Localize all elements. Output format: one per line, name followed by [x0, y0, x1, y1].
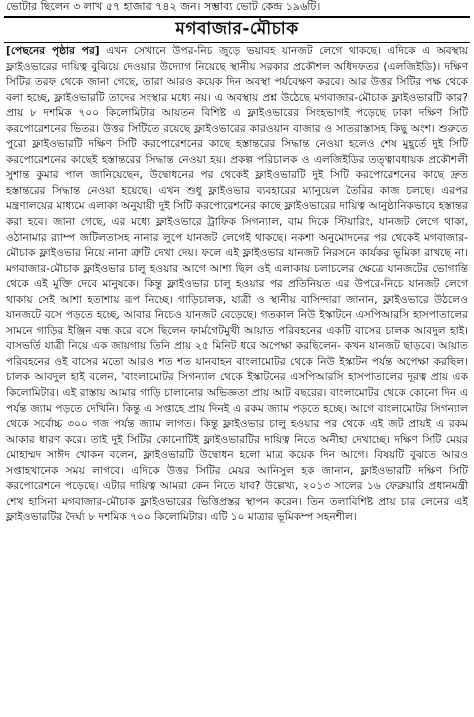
article-body-text: এখন সেখানে উপর-নিচ জুড়ে ভয়াবহ যানজট লেগে থাকছে। এদিকে এ অবস্থায় ফ্লাইওভারের দায়িত্ব বুঝিয়ে দেওয়ার উদ্যোগ নিয়েছে স্থানীয় সরকার প্রকৌশল অধিদফতর (এলজিইডি)। দক্ষিণ সিটির তরফ থেকে জানা গেছে, তারা আরও কয়েক দিন অবস্থা পর্যবেক্ষণ করবে। আর উত্তর সিটির পক্ষ থেকে বলা হচ্ছে, ফ্লাইওভারটি তাদের সংস্থার মধ্যে নয়। এ অবস্থায় প্রশ্ন উঠেছে মগবাজার-মৌচাক ফ্লাইওভারটি কার? প্রায় ৮ দশমিক ৭০০ কিলোমিটার আয়তন বিশিষ্ট এ ফ্লাইওভারের সিংহভাগই পড়েছে ঢাকা দক্ষিণ সিটি করপোরেশনের ভিতর। উত্তর সিটিতে রয়েছে ফ্লাইওভারের কারওয়ান বাজার ও সাতরাস্তাসহ কিছু অংশ। শুরুতে পুরো ফ্লাইওভারটি দক্ষিণ সিটি করপোরেশনের কাছে হস্তান্তরের সিদ্ধান্ত নেওয়া হলেও শেষ মুহূর্তে দুই সিটি করপোরেশনের কাছেই হস্তান্তরের সিদ্ধান্ত নেওয়া হয়। প্রকল্প পরিচালক ও এলজিইডির তত্ত্বাবধায়ক প্রকৌশলী সুশান্ত কুমার পাল জানিয়েছেন, উদ্বোধনের পর থেকেই ফ্লাইওভারটি দুই সিটি করপোরেশনের কাছে দ্রুত হস্তান্তরের সিদ্ধান্ত নেওয়া হয়েছে। এখন শুধু ফ্লাইওভার ব্যবহারের ম্যানুয়েল তৈরির কাজ চলছে। এরপর মন্ত্রণালয়ের মাধ্যমে এলাকা অনুযায়ী দুই সিটি করপোরেশনের কাছে ফ্লাইওভারের দায়িত্ব আনুষ্ঠানিকভাবে হস্তান্তর করা হবে। জানা গেছে, এর মধ্যে ফ্লাইওভারে ট্রাফিক সিগন্যাল, বাম দিকে স্টিয়ারিং, যানজট লেগে থাকা, ওঠানামার র‍্যাম্প জটিলতাসহ নানার লুপে যানজট লেগেই থাকছে। নকশা অনুমোদনের পর থেকেই মগবাজার-মৌচাক ফ্লাইওভার নিয়ে নানা ত্রুটি দেখা দেয়। ফলে এই ফ্লাইওভার যানজট নিরসনে কার্যকর ভূমিকা রাখছে না। মগবাজার-মৌচাক ফ্লাইওভার চালু হওয়ার আগে আশা ছিল ওই এলাকায় চলাচলের ক্ষেত্রে যানজটের ভোগান্তি থেকে এই মুক্তি দেবে মানুষকে। কিন্তু ফ্লাইওভার চালু হওয়ার পর প্রতিনিয়ত এর উপরে-নিচে যানজট লেগে থাকায় সেই আশা হতাশায় রূপ নিচ্ছে। গাড়িচালক, যাত্রী ও স্থানীয় বাসিন্দারা জানান, ফ্লাইওভারে উঠলেও যানজটে বসে পড়তে হচ্ছে, আবার নিচেও যানজট বেড়েছে। গতকাল নিউ ইস্কাটনে এসপিআরসি হাসপাতালের সামনে গাড়ির ইঞ্জিন বন্ধ করে বসে ছিলেন ফার্মগেটমুখী আয়াত পরিবহনের একটি বাসের চালক আবদুল হাই। বাসভর্তি যাত্রী নিয়ে এক জায়গায় তিনি প্রায় ২৫ মিনিট ধরে অপেক্ষা করছিলেন- কখন যানজট ছাড়বে। আয়াত পরিবহনের ওই বাসের মতো আরও শত শত যানবাহন বাংলামোটর থেকে নিউ ইস্কাটন পর্যন্ত অপেক্ষা করছিল। চালক আবদুল হাই বলেন, 'বাংলামোটর সিগন্যাল থেকে ইস্কাটনের এসপিআরসি হাসপাতালের দূরত্ব প্রায় এক কিলোমিটার। এই রাস্তায় আমার গাড়ি চালানোর অভিজ্ঞতা প্রায় আট বছরের। বাংলামোটর থেকে কোনো দিন এ পর্যন্ত জ্যাম পড়তে দেখিনি। কিন্তু এ সপ্তাহে প্রায় দিনই এ রকম জ্যাম পড়তে হচ্ছে। আগে বাংলামোটর সিগন্যাল থেকে সর্বোচ্চ ৩০০ গজ পর্যন্ত জ্যাম লাগত। কিন্তু ফ্লাইওভার চালু হওয়ার পর থেকে এই জট প্রায়ই এ রকম আকার ধারণ করে। তাই দুই সিটির কোনোটিই ফ্লাইওভারটির দায়িত্ব নিতে অনীহা দেখাচ্ছে। দক্ষিণ সিটি মেয়র মোহাম্মদ সাঈদ খোকন বলেন, ফ্লাইওভারটি উদ্বোধন হলো মাত্র কয়েক দিন আগে। বিষয়টি বুঝতে আরও সপ্তাহখানেক সময় লাগবে। এদিকে উত্তর সিটির মেয়র আনিসুল হক জানান, ফ্লাইওভারটি দক্ষিণ সিটি করপোরেশনে পড়েছে। এটার দায়িত্ব আমরা কেন নিতে যাব? উল্লেখ্য, ২০১৩ সালের ১৬ ফেব্রুয়ারি প্রধানমন্ত্রী শেখ হাসিনা মগবাজার-মৌচাক ফ্লাইওভারের ভিত্তিপ্রস্তর স্থাপন করেন। তিন তলাবিশিষ্ট প্রায় চার লেনের এই ফ্লাইওভারটির দৈর্ঘ্য ৮ দশমিক ৭০০ কিলোমিটার। এটি ১০ মাত্রার ভূমিকম্প সহনশীল। — [6, 45, 468, 524]
article-headline: মগবাজার-মৌচাক — [175, 19, 299, 39]
article-body — [6, 44, 468, 713]
continued-from-label: [পেছনের পৃষ্ঠার পর] — [6, 45, 100, 57]
headline-box — [4, 16, 470, 43]
previous-article-tail: ভোটার ছিলেন ৩ লাখ ৫৭ হাজার ৭৪২ জন। সম্ভাব্য ভোট কেন্দ্র ১৯৬টি। — [6, 0, 321, 13]
